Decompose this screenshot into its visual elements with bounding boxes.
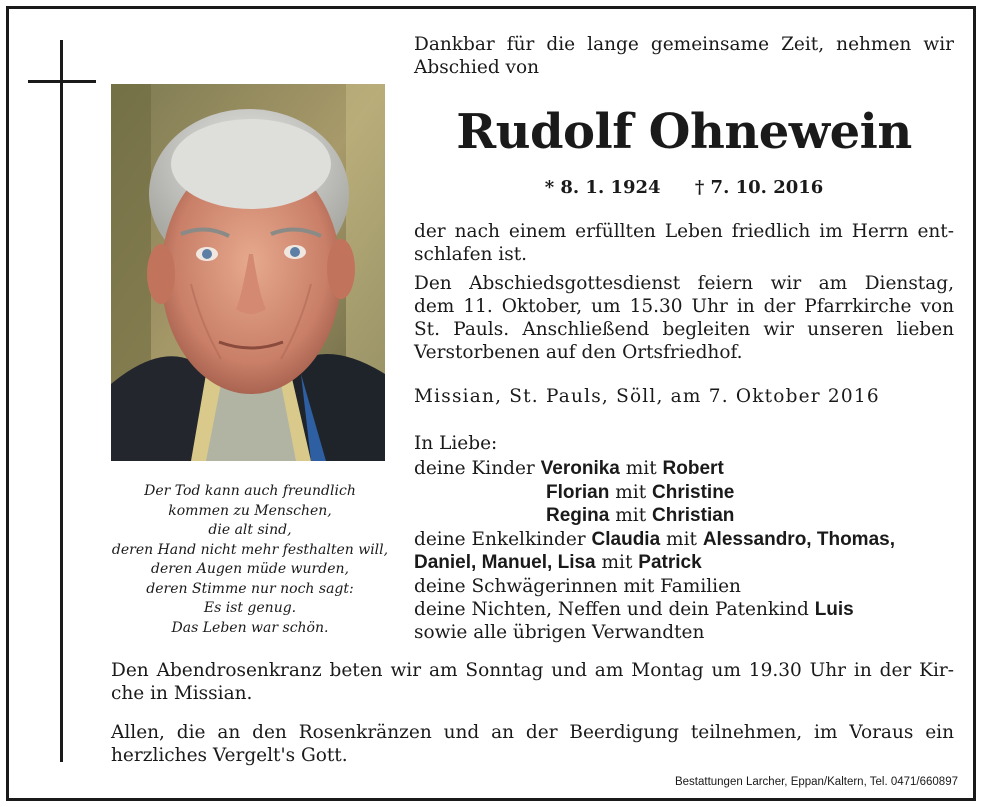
poem-line: deren Stimme nur noch sagt: [146, 580, 354, 597]
poem-line: Es ist genug. [203, 600, 297, 616]
poem-line: deren Hand nicht mehr festhalten will, [111, 541, 389, 558]
funeral-home-credit: Bestattungen Larcher, Eppan/Kaltern, Tel. 0471/660897 [674, 776, 958, 788]
poem-line: deren Augen müde wurden, [151, 561, 349, 577]
nieces-row [414, 599, 854, 621]
family-name: Florian [546, 482, 610, 503]
intro-line: Dankbar für die lange gemeinsame Zeit, nehmen wir [414, 34, 954, 55]
in-love-heading: In Liebe: [414, 433, 498, 454]
memorial-poem [105, 482, 395, 638]
family-name: Patrick [638, 552, 702, 573]
sisters-in-law-row: deine Schwägerinnen mit Familien [414, 576, 741, 597]
portrait-illustration [111, 84, 385, 461]
thanks-line: herzliches Vergelt's Gott. [111, 745, 348, 766]
family-label: deine Enkelkinder [414, 529, 586, 550]
family-name: Veronika [540, 458, 620, 479]
with-word: mit [615, 482, 647, 503]
family-name: Alessandro, Thomas, [702, 529, 895, 550]
with-word: mit [615, 505, 647, 526]
family-name: Luis [814, 599, 854, 620]
with-word: mit [625, 458, 657, 479]
grandchildren-row [414, 552, 702, 574]
deceased-name: Rudolf Ohnewein [456, 104, 912, 160]
death-date: † 7. 10. 2016 [694, 177, 824, 198]
family-name: Christian [652, 505, 735, 526]
intro-line: Abschied von [414, 57, 540, 78]
family-label: deine Nichten, Neffen und dein Patenkind [414, 599, 809, 620]
thanks-line: Allen, die an den Rosenkränzen und an der Beerdigung teilnehmen, im Voraus ein [111, 722, 954, 743]
with-word: mit [601, 552, 633, 573]
poem-line: die alt sind, [208, 522, 292, 538]
family-name: Christine [652, 482, 735, 503]
passing-line: der nach einem erfüllten Leben friedlich im Herrn ent- [414, 221, 954, 242]
birth-date: * 8. 1. 1924 [544, 177, 661, 198]
family-name: Claudia [591, 529, 661, 550]
portrait-photo [111, 84, 385, 461]
children-row [414, 458, 724, 480]
service-line: Den Abschiedsgottesdienst feiern wir am Dienstag, [414, 273, 954, 294]
family-name: Regina [546, 505, 610, 526]
family-name: Daniel, Manuel, Lisa [414, 552, 596, 573]
rosary-line: Den Abendrosenkranz beten wir am Sonntag und am Montag um 19.30 Uhr in der Kir- [111, 660, 954, 681]
cross-icon-horizontal [28, 80, 96, 83]
service-line: dem 11. Oktober, um 15.30 Uhr in der Pfarrkirche von [414, 296, 954, 317]
relatives-row: sowie alle übrigen Verwandten [414, 622, 705, 643]
service-line: St. Pauls. Anschließend begleiten wir unseren lieben [414, 319, 954, 340]
poem-line: Der Tod kann auch freundlich [144, 483, 356, 499]
poem-line: Das Leben war schön. [171, 619, 329, 636]
grandchildren-row [414, 529, 895, 551]
family-name: Robert [662, 458, 724, 479]
with-word: mit [666, 529, 697, 550]
children-row [546, 505, 734, 527]
passing-line: schlafen ist. [414, 244, 528, 265]
poem-line: kommen zu Menschen, [168, 502, 332, 519]
cross-icon-vertical [60, 40, 63, 762]
rosary-line: che in Missian. [111, 683, 253, 704]
children-row [546, 482, 734, 504]
place-date: Missian, St. Pauls, Söll, am 7. Oktober 2016 [414, 386, 880, 407]
life-dates [414, 177, 954, 198]
family-label: deine Kinder [414, 458, 535, 479]
service-line: Verstorbenen auf den Ortsfriedhof. [414, 342, 743, 363]
